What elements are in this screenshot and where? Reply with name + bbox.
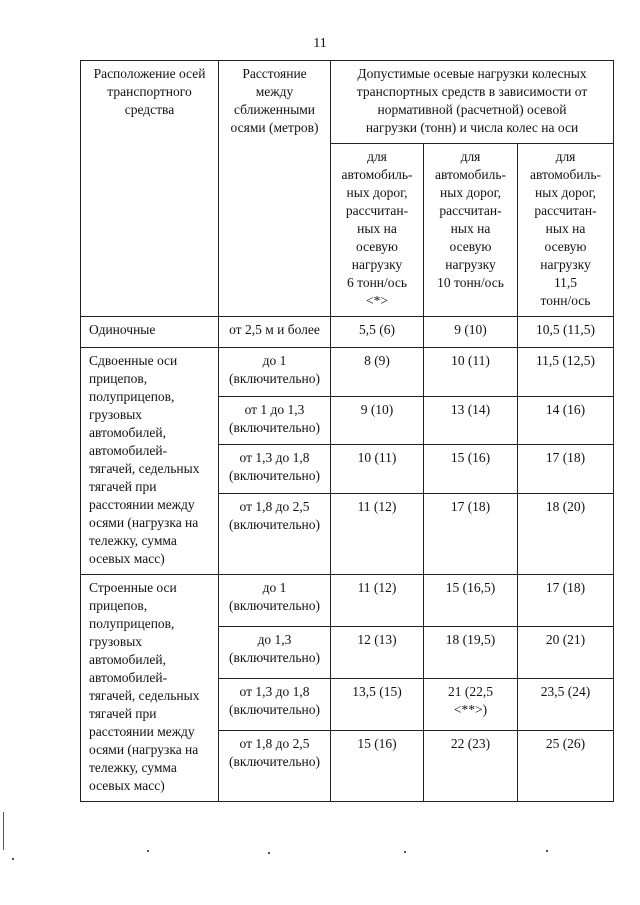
table-header-row xyxy=(81,61,614,144)
triple-load-11-5t-1: 17 (18) xyxy=(518,575,614,627)
scan-dot xyxy=(147,850,149,852)
triple-load-11-5t-4: 25 (26) xyxy=(518,731,614,802)
table-row-double-1 xyxy=(81,348,614,397)
triple-load-10t-1: 15 (16,5) xyxy=(424,575,518,627)
subheader-road-11-5t: для автомобиль- ных дорог, рассчитан- ных на осевую нагрузку 11,5 тонн/ось xyxy=(518,144,614,317)
single-axle-label: Одиночные xyxy=(81,317,219,348)
scan-mark-left-bar xyxy=(3,812,4,850)
table-row-triple-1 xyxy=(81,575,614,627)
double-load-10t-1: 10 (11) xyxy=(424,348,518,397)
double-load-11-5t-3: 17 (18) xyxy=(518,445,614,494)
triple-load-6t-1: 11 (12) xyxy=(331,575,424,627)
scan-dot xyxy=(12,858,14,860)
triple-load-11-5t-3: 23,5 (24) xyxy=(518,679,614,731)
double-axle-label: Сдвоенные оси прицепов, полуприцепов, грузовых автомобилей, автомобилей- тягачей, седельных тягачей при расстоянии между осями (нагрузка на тележку, сумма осевых масс) xyxy=(81,348,219,575)
double-load-6t-4: 11 (12) xyxy=(331,494,424,575)
header-axle-arrangement: Расположение осей транспортного средства xyxy=(81,61,219,317)
scan-dot xyxy=(546,850,548,852)
double-load-6t-3: 10 (11) xyxy=(331,445,424,494)
double-load-10t-3: 15 (16) xyxy=(424,445,518,494)
subheader-road-6t: для автомобиль- ных дорог, рассчитан- ных на осевую нагрузку 6 тонн/ось <*> xyxy=(331,144,424,317)
double-load-11-5t-2: 14 (16) xyxy=(518,396,614,445)
triple-axle-label: Строенные оси прицепов, полуприцепов, грузовых автомобилей, автомобилей- тягачей, седельных тягачей при расстоянии между осями (нагрузка на тележку, сумма осевых масс) xyxy=(81,575,219,802)
triple-load-6t-3: 13,5 (15) xyxy=(331,679,424,731)
triple-load-10t-3: 21 (22,5 <**>) xyxy=(424,679,518,731)
subheader-road-10t: для автомобиль- ных дорог, рассчитан- ных на осевую нагрузку 10 тонн/ось xyxy=(424,144,518,317)
scan-dot xyxy=(404,851,406,853)
triple-distance-1: до 1 (включительно) xyxy=(219,575,331,627)
single-load-6t: 5,5 (6) xyxy=(331,317,424,348)
triple-distance-3: от 1,3 до 1,8 (включительно) xyxy=(219,679,331,731)
triple-distance-4: от 1,8 до 2,5 (включительно) xyxy=(219,731,331,802)
double-load-10t-2: 13 (14) xyxy=(424,396,518,445)
table-row-single xyxy=(81,317,614,348)
double-distance-2: от 1 до 1,3 (включительно) xyxy=(219,396,331,445)
header-permissible-loads: Допустимые осевые нагрузки колесных транспортных средств в зависимости от нормативной (расчетной) осевой нагрузки (тонн) и числа колес на оси xyxy=(331,61,614,144)
double-distance-3: от 1,3 до 1,8 (включительно) xyxy=(219,445,331,494)
header-axle-distance: Расстояние между сближенными осями (метров) xyxy=(219,61,331,317)
double-load-6t-1: 8 (9) xyxy=(331,348,424,397)
triple-load-10t-2: 18 (19,5) xyxy=(424,627,518,679)
single-distance: от 2,5 м и более xyxy=(219,317,331,348)
page-number: 11 xyxy=(313,36,327,51)
double-load-11-5t-4: 18 (20) xyxy=(518,494,614,575)
triple-load-10t-4: 22 (23) xyxy=(424,731,518,802)
double-distance-1: до 1 (включительно) xyxy=(219,348,331,397)
single-load-10t: 9 (10) xyxy=(424,317,518,348)
double-load-10t-4: 17 (18) xyxy=(424,494,518,575)
triple-load-11-5t-2: 20 (21) xyxy=(518,627,614,679)
double-load-6t-2: 9 (10) xyxy=(331,396,424,445)
axle-load-table xyxy=(80,60,614,802)
scan-dot xyxy=(268,852,270,854)
triple-load-6t-2: 12 (13) xyxy=(331,627,424,679)
triple-distance-2: до 1,3 (включительно) xyxy=(219,627,331,679)
triple-load-6t-4: 15 (16) xyxy=(331,731,424,802)
double-distance-4: от 1,8 до 2,5 (включительно) xyxy=(219,494,331,575)
double-load-11-5t-1: 11,5 (12,5) xyxy=(518,348,614,397)
single-load-11-5t: 10,5 (11,5) xyxy=(518,317,614,348)
